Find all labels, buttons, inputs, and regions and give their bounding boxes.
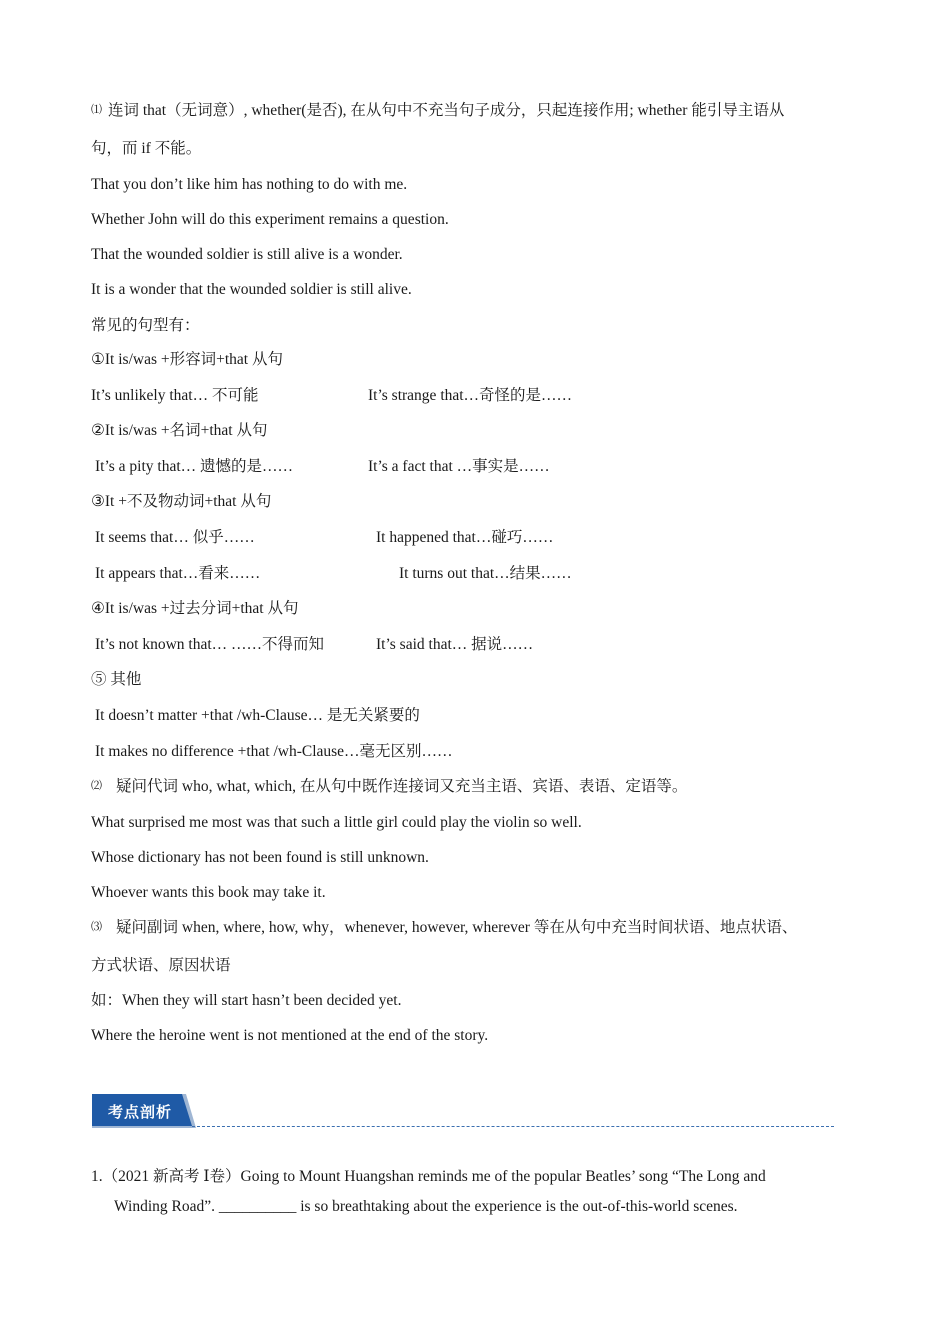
point-3-marker: ⑶ bbox=[91, 921, 102, 933]
pattern-5-title: ⑤ 其他 bbox=[91, 671, 142, 688]
example-sentence: Whether John will do this experiment remains a question. bbox=[91, 211, 449, 228]
example-sentence: What surprised me most was that such a little girl could play the violin so well. bbox=[91, 814, 582, 831]
example-sentence: Whose dictionary has not been found is still unknown. bbox=[91, 849, 429, 866]
point-3-line-2: 方式状语、原因状语 bbox=[91, 957, 231, 974]
section-title: 考点剖析 bbox=[108, 1103, 173, 1121]
section-divider bbox=[192, 1126, 834, 1127]
pattern-4-example-a: It’s not known that… ……不得而知 bbox=[95, 636, 325, 653]
point-2-marker: ⑵ bbox=[91, 780, 102, 792]
pattern-3-example-a: It seems that… 似乎…… bbox=[95, 529, 255, 546]
example-sentence: Where the heroine went is not mentioned at the end of the story. bbox=[91, 1027, 489, 1044]
pattern-1-example-a: It’s unlikely that… 不可能 bbox=[91, 387, 259, 404]
question-line-1: 1.（2021 新高考 Ⅰ卷）Going to Mount Huangshan reminds me of the popular Beatles’ song “The Long and bbox=[91, 1168, 766, 1185]
point-1-line-2: 句，而 if 不能。 bbox=[91, 140, 202, 157]
pattern-4-example-b: It’s said that… 据说…… bbox=[376, 636, 534, 653]
pattern-1-example-b: It’s strange that…奇怪的是…… bbox=[368, 387, 573, 404]
pattern-3-example-d: It turns out that…结果…… bbox=[399, 565, 572, 582]
point-1-line-1: ⑴ 连词 that（无词意）, whether(是否), 在从句中不充当句子成分，只起连接作用; whether 能引导主语从 bbox=[91, 102, 785, 119]
point-3-line-1: ⑶ 疑问副词 when, where, how, why，whenever, however, wherever 等在从句中充当时间状语、地点状语、 bbox=[91, 919, 798, 936]
pattern-2-example-a: It’s a pity that… 遗憾的是…… bbox=[95, 458, 294, 475]
example-sentence: 如：When they will start hasn’t been decided yet. bbox=[91, 992, 402, 1009]
point-2-line: ⑵ 疑问代词 who, what, which, 在从句中既作连接词又充当主语、宾语、表语、定语等。 bbox=[91, 778, 688, 795]
pattern-1-title: ①It is/was +形容词+that 从句 bbox=[91, 351, 283, 368]
question-line-2: Winding Road”. __________ is so breathtaking about the experience is the out-of-this-world scenes. bbox=[114, 1198, 738, 1215]
point-1-marker: ⑴ bbox=[91, 104, 102, 116]
pattern-4-title: ④It is/was +过去分词+that 从句 bbox=[91, 600, 299, 617]
pattern-2-title: ②It is/was +名词+that 从句 bbox=[91, 422, 268, 439]
pattern-5-example-a: It doesn’t matter +that /wh-Clause… 是无关紧要的 bbox=[95, 707, 420, 724]
section-banner bbox=[92, 1094, 194, 1128]
example-sentence: That the wounded soldier is still alive is a wonder. bbox=[91, 246, 403, 263]
pattern-3-example-b: It happened that…碰巧…… bbox=[376, 529, 554, 546]
pattern-3-title: ③It +不及物动词+that 从句 bbox=[91, 493, 272, 510]
pattern-2-example-b: It’s a fact that …事实是…… bbox=[368, 458, 550, 475]
pattern-5-example-b: It makes no difference +that /wh-Clause…毫无区别…… bbox=[95, 743, 453, 760]
example-sentence: Whoever wants this book may take it. bbox=[91, 884, 326, 901]
example-sentence: That you don’t like him has nothing to do with me. bbox=[91, 176, 408, 193]
patterns-heading: 常见的句型有： bbox=[91, 317, 200, 334]
pattern-3-example-c: It appears that…看来…… bbox=[95, 565, 261, 582]
example-sentence: It is a wonder that the wounded soldier is still alive. bbox=[91, 281, 412, 298]
